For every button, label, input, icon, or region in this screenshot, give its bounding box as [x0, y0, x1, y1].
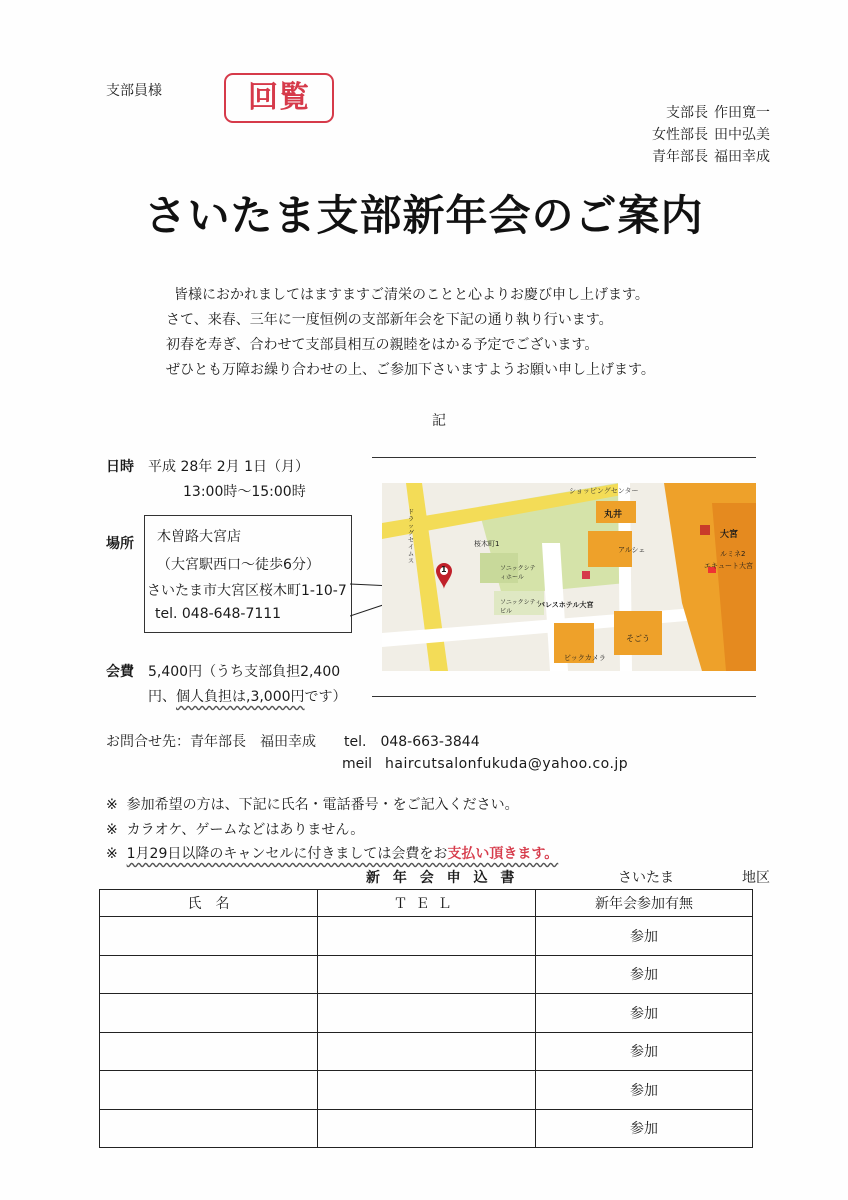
venue-tel: tel. 048-648-7111: [155, 606, 282, 622]
cancel-fee-warning: 支払い頂きます。: [447, 846, 559, 862]
venue-box: [144, 515, 352, 633]
contact-email: haircutsalonfukuda@yahoo.co.jp: [385, 756, 629, 772]
form-region-suffix: 地区: [742, 870, 770, 886]
name-cell[interactable]: [100, 994, 318, 1033]
ki-marker: 記: [432, 413, 446, 429]
circulation-stamp: 回覧: [224, 73, 334, 123]
map-label-ekiute: エキュート大宮: [704, 562, 753, 570]
tel-cell[interactable]: [318, 1032, 536, 1071]
location-map: [382, 483, 756, 671]
fee-label: 会費: [106, 664, 134, 680]
greeting-text: [166, 283, 655, 383]
document-title: さいたま支部新年会のご案内: [144, 191, 704, 240]
tel-cell[interactable]: [318, 955, 536, 994]
attendance-cell[interactable]: 参加: [536, 1071, 753, 1110]
officers-list: [646, 102, 770, 168]
table-row: [100, 955, 753, 994]
tel-cell[interactable]: [318, 1109, 536, 1148]
name-cell[interactable]: [100, 955, 318, 994]
venue-access: （大宮駅西口～徒歩6分）: [157, 557, 320, 573]
name-cell[interactable]: [100, 1032, 318, 1071]
place-label: 場所: [106, 536, 134, 552]
application-table: [99, 889, 753, 1148]
map-label-sonic-city: ソニックシティビル: [500, 599, 542, 615]
form-region: さいたま: [618, 870, 674, 886]
table-row: [100, 1109, 753, 1148]
table-row: [100, 1032, 753, 1071]
time-value: 13:00時～15:00時: [183, 484, 306, 500]
greeting-line-2: さて、来春、三年に一度恒例の支部新年会を下記の通り執り行います。: [166, 312, 613, 328]
divider-top: [372, 457, 756, 458]
contact-tel: tel. 048-663-3844: [344, 734, 480, 750]
contact-mail-label: meil: [342, 756, 373, 772]
map-label-omiya: 大宮: [720, 530, 739, 540]
header-attendance: 新年会参加有無: [536, 890, 753, 917]
greeting-line-4: ぜひとも万障お繰り合わせの上、ご参加下さいますようお願い申し上げます。: [166, 362, 655, 378]
header-name: 氏 名: [100, 890, 318, 917]
note-2: ※ カラオケ、ゲームなどはありません。: [106, 822, 365, 838]
table-header-row: [100, 890, 753, 917]
officer-3: 青年部長 福田幸成: [652, 149, 770, 165]
officer-1: 支部長 作田寛一: [666, 105, 770, 121]
venue-address: さいたま市大宮区桜木町1-10-7: [147, 583, 347, 599]
form-title: 新 年 会 申 込 書: [366, 870, 519, 886]
map-label-sonic-hall: ソニックシティホール: [500, 565, 536, 581]
map-label-palace: パレスホテル大宮: [538, 601, 594, 609]
map-label-sogo: そごう: [626, 634, 650, 643]
tel-cell[interactable]: [318, 994, 536, 1033]
note-3: ※ 1月29日以降のキャンセルに付きましては会費をお支払い頂きます。: [106, 846, 559, 862]
attendance-cell[interactable]: 参加: [536, 955, 753, 994]
officer-2: 女性部長 田中弘美: [652, 127, 770, 143]
map-label-sakuragi: 桜木町1: [474, 540, 500, 548]
header-tel: ＴＥＬ: [318, 890, 536, 917]
fee-line-1: 5,400円（うち支部負担2,400: [148, 664, 341, 680]
table-row: [100, 1071, 753, 1110]
greeting-line-3: 初春を寿ぎ、合わせて支部員相互の親睦をはかる予定でございます。: [166, 337, 599, 353]
name-cell[interactable]: [100, 1109, 318, 1148]
fee-personal-share: 個人負担は,3,000円: [176, 689, 305, 705]
table-row: [100, 917, 753, 956]
map-graphic: [382, 483, 756, 671]
contact-person: お問合せ先：青年部長 福田幸成: [106, 734, 316, 750]
note-1: ※ 参加希望の方は、下記に氏名・電話番号・をご記入ください。: [106, 797, 519, 813]
map-label-lumine: ルミネ2: [720, 550, 746, 558]
attendance-cell[interactable]: 参加: [536, 1032, 753, 1071]
map-label-arche: アルシェ: [618, 546, 646, 554]
table-row: [100, 994, 753, 1033]
map-label-shopping: ショッピングセンター: [569, 487, 639, 495]
divider-bottom: [372, 696, 756, 697]
greeting-line-1: 皆様におかれましてはますますご清栄のことと心よりお慶び申し上げます。: [174, 287, 649, 303]
addressee: 支部員様: [106, 83, 162, 99]
name-cell[interactable]: [100, 917, 318, 956]
attendance-cell[interactable]: 参加: [536, 1109, 753, 1148]
map-label-marui: 丸井: [604, 510, 623, 520]
map-label-drugstore: ドラッグセイムス: [408, 509, 415, 565]
venue-name: 木曽路大宮店: [157, 529, 241, 545]
name-cell[interactable]: [100, 1071, 318, 1110]
fee-line-2: 円、個人負担は,3,000円です）: [148, 689, 347, 705]
attendance-cell[interactable]: 参加: [536, 994, 753, 1033]
map-pin-number: 1: [441, 565, 447, 574]
date-label: 日時: [106, 459, 134, 475]
attendance-cell[interactable]: 参加: [536, 917, 753, 956]
tel-cell[interactable]: [318, 917, 536, 956]
date-value: 平成 28年 2月 1日（月）: [148, 459, 309, 475]
tel-cell[interactable]: [318, 1071, 536, 1110]
map-label-bic: ビックカメラ: [564, 654, 606, 662]
